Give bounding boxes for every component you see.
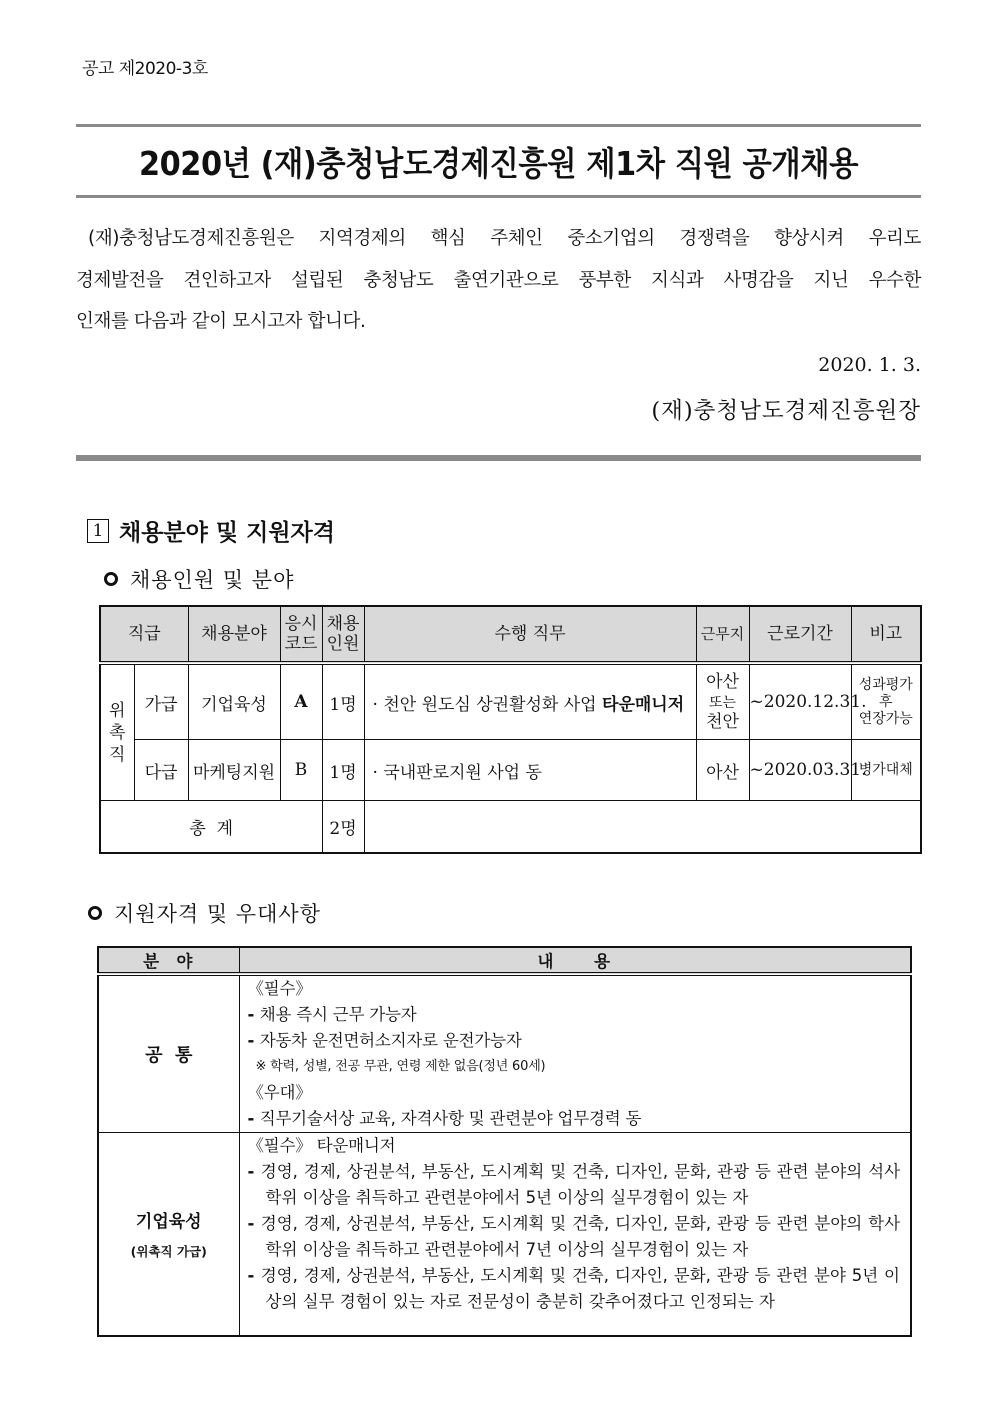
title-bottom-rule — [76, 195, 921, 198]
title-top-rule — [76, 124, 921, 127]
content-heading: 《필수》 — [247, 979, 312, 998]
cell-code: A — [280, 663, 322, 740]
table-row — [100, 740, 921, 801]
header-count: 채용 인원 — [322, 606, 364, 663]
total-label: 총 계 — [100, 801, 322, 854]
intro-line: (재)충청남도경제진흥원은 지역경제의 핵심 주체인 중소기업의 경쟁력을 향상시켜 우리도 — [88, 228, 921, 249]
subsection-title: 지원자격 및 우대사항 — [114, 902, 321, 926]
header-code: 응시 코드 — [280, 606, 322, 663]
table-header-row — [98, 947, 911, 974]
subsection-heading — [104, 564, 294, 594]
field-name: 기업육성 — [135, 1212, 202, 1233]
subsection-heading — [88, 898, 321, 928]
content-item: - 경영, 경제, 상권분석, 부동산, 도시계획 및 건축, 디자인, 문화, 관광 등 관련 분야의 석사학위 이상을 취득하고 관련분야에서 5년 이상의 실무경험이 있는 자 — [247, 1162, 901, 1207]
table-row — [98, 974, 911, 1133]
header-grade: 직급 — [100, 606, 188, 663]
signer: (재)충청남도경제진흥원장 — [651, 398, 921, 424]
qualification-table — [97, 946, 912, 1337]
section-title: 채용분야 및 지원자격 — [119, 520, 335, 546]
notice-number: 공고 제2020-3호 — [82, 59, 208, 79]
total-row — [100, 801, 921, 854]
table-header-row — [100, 606, 921, 663]
intro-paragraph — [76, 218, 921, 343]
field-sub: (위촉직 가급) — [130, 1244, 207, 1260]
content-item: - 채용 즉시 근무 가능자 — [247, 1005, 417, 1024]
total-empty — [364, 801, 921, 854]
circle-bullet-icon — [104, 572, 118, 586]
intro-line: 인재를 다음과 같이 모시고자 합니다. — [76, 311, 366, 332]
content-heading: 《우대》 — [247, 1083, 312, 1102]
header-period: 근로기간 — [749, 606, 851, 663]
header-note: 비고 — [851, 606, 921, 663]
cell-field: 공 통 — [98, 974, 239, 1133]
page-title: 2020년 (재)충청남도경제진흥원 제1차 직원 공개채용 — [138, 144, 859, 183]
section-heading — [87, 514, 335, 547]
content-item: - 경영, 경제, 상권분석, 부동산, 도시계획 및 건축, 디자인, 문화, 관광 등 관련 분야 5년 이상의 실무 경험이 있는 자로 전문성이 충분히 갖추어졌다고 인정되는 자 — [247, 1266, 900, 1311]
cell-period: ~2020.03.31. — [749, 740, 851, 801]
header-content: 내 용 — [239, 947, 911, 974]
cell-location: 아산 — [696, 740, 749, 801]
circle-bullet-icon — [88, 906, 102, 920]
announcement-date: 2020. 1. 3. — [818, 354, 921, 376]
content-heading: 《필수》 타운매니저 — [247, 1136, 396, 1155]
recruitment-table — [99, 605, 922, 854]
cell-content — [239, 974, 911, 1133]
cell-code: B — [280, 740, 322, 801]
group-label: 위 촉 직 — [100, 663, 134, 801]
cell-field: 마케팅지원 — [188, 740, 280, 801]
section-number-box: 1 — [87, 519, 109, 543]
cell-count: 1명 — [322, 663, 364, 740]
content-item: - 자동차 운전면허소지자로 운전가능자 — [247, 1031, 522, 1050]
cell-location: 아산 또는 천안 — [696, 663, 749, 740]
header-location: 근무지 — [696, 606, 749, 663]
intro-line: 경제발전을 견인하고자 설립된 충청남도 출연기관으로 풍부한 지식과 사명감을 지닌 우수한 — [76, 269, 921, 291]
content-item: - 직무기술서상 교육, 자격사항 및 관련분야 업무경력 동 — [247, 1109, 642, 1128]
cell-grade: 가급 — [134, 663, 188, 740]
content-item: - 경영, 경제, 상권분석, 부동산, 도시계획 및 건축, 디자인, 문화, 관광 등 관련 분야의 학사학위 이상을 취득하고 관련분야에서 7년 이상의 실무경험이 있는 자 — [247, 1214, 901, 1259]
header-field: 채용분야 — [188, 606, 280, 663]
cell-count: 1명 — [322, 740, 364, 801]
total-count: 2명 — [322, 801, 364, 854]
cell-note: 성과평가 후 연장가능 — [851, 663, 921, 740]
subsection-title: 채용인원 및 분야 — [130, 568, 295, 592]
cell-field: 기업육성 — [188, 663, 280, 740]
header-duty: 수행 직무 — [364, 606, 696, 663]
cell-content — [239, 1133, 911, 1336]
table-row — [98, 1133, 911, 1336]
header-field: 분 야 — [98, 947, 239, 974]
table-row — [100, 663, 921, 740]
header-divider — [76, 455, 921, 461]
cell-note: 병가대체 — [851, 740, 921, 801]
cell-duty: · 천안 원도심 상권활성화 사업 타운매니저 — [364, 663, 696, 740]
cell-duty: · 국내판로지원 사업 동 — [364, 740, 696, 801]
cell-grade: 다급 — [134, 740, 188, 801]
content-note: ※ 학력, 성별, 전공 무관, 연령 제한 없음(정년 60세) — [255, 1059, 546, 1074]
cell-field — [98, 1133, 239, 1336]
cell-period: ~2020.12.31. — [749, 663, 851, 740]
